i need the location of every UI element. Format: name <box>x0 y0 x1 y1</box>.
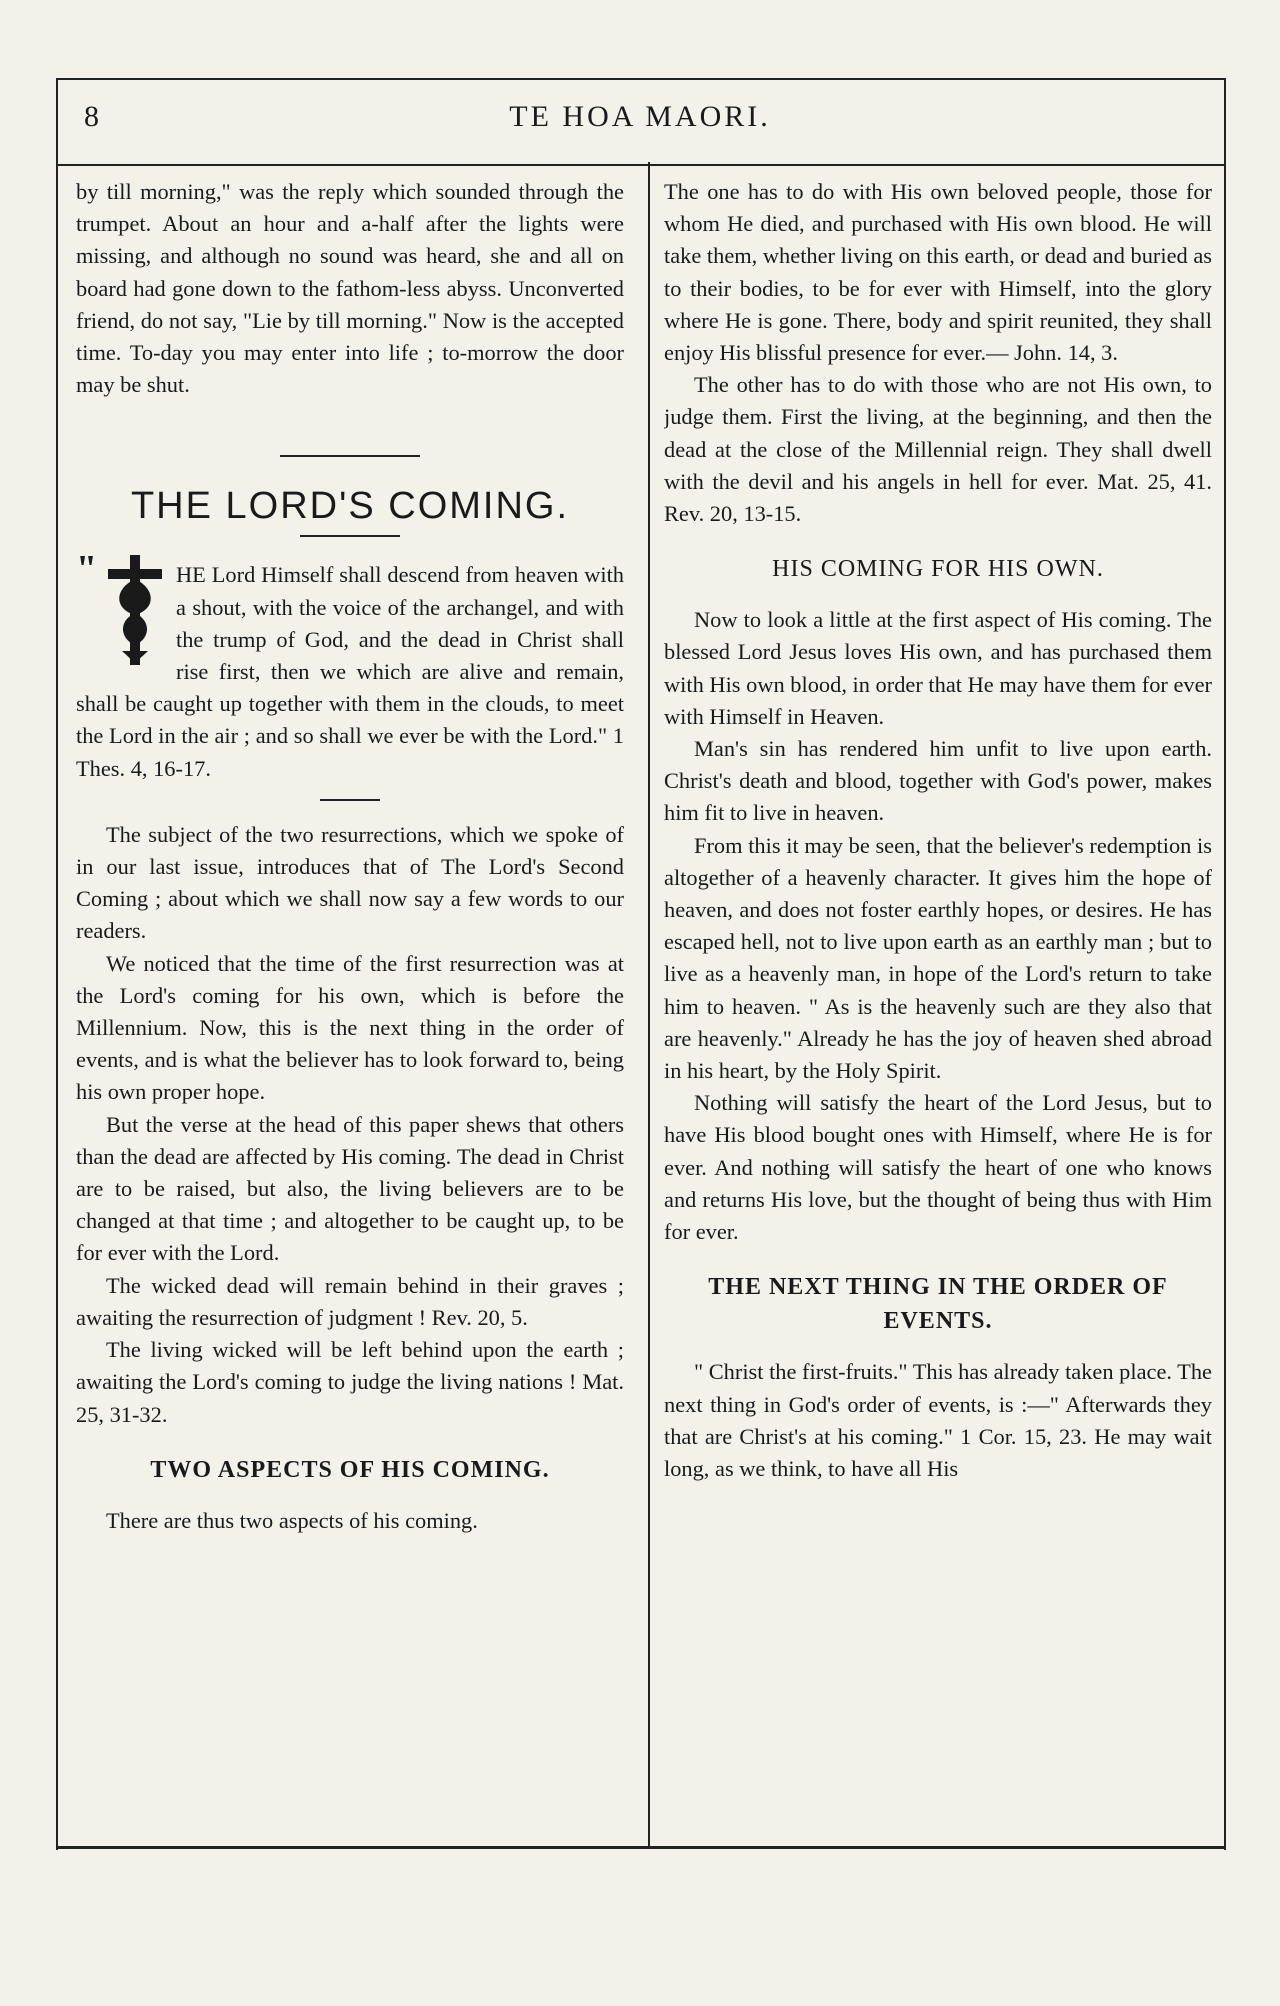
paragraph: Man's sin has rendered him unfit to live upon earth. Christ's death and blood, together with God's power, makes him fit to live in heaven. <box>664 736 1212 826</box>
paragraph: The wicked dead will remain behind in their graves ; awaiting the resurrection of judgment ! Rev. 20, 5. <box>76 1272 624 1330</box>
divider-rule <box>300 535 400 537</box>
sub-heading: HIS COMING FOR HIS OWN. <box>772 556 1104 583</box>
section-title: THE LORD'S COMING. <box>130 485 570 528</box>
paragraph: But the verse at the head of this paper shews that others than the dead are affected by His coming. The dead in Christ are to be raised, but also, the living believers are to be changed at that time ; and altogether to be caught up, to be for ever with the Lord. <box>76 1111 624 1266</box>
paragraph: There are thus two aspects of his coming. <box>106 1507 478 1533</box>
paragraph: Now to look a little at the first aspect of His coming. The blessed Lord Jesus loves His own, and has purchased them with His own blood, in order that He may have them for ever with Himself in Heaven. <box>664 607 1212 729</box>
paragraph: The other has to do with those who are not His own, to judge them. First the living, at the beginning, and then the dead at the close of the Millennial reign. They shall dwell with the devil and his angels in hell for ever. Mat. 25, 41. Rev. 20, 13-15. <box>664 372 1212 527</box>
opening-quote <box>76 548 624 784</box>
paragraph: The living wicked will be left behind upon the earth ; awaiting the Lord's coming to judge the living nations ! Mat. 25, 31-32. <box>76 1337 624 1427</box>
ornamental-dropcap-icon <box>104 555 166 665</box>
paragraph: " Christ the first-fruits." This has already taken place. The next thing in God's order of events, is :—" Afterwards they that are Christ's at his coming." 1 Cor. 15, 23. He may wait long, as we think, to have all His <box>664 1359 1212 1481</box>
paragraph: The one has to do with His own beloved people, those for whom He died, and purchased with His own blood. He will take them, whether living on this earth, or dead and buried as to their bodies, to be for ever with Himself, into the glory where He is gone. There, body and spirit reunited, they shall enjoy His blissful presence for ever.— John. 14, 3. <box>664 179 1212 366</box>
left-column <box>76 176 624 1844</box>
sub-heading: THE NEXT THING IN THE ORDER OF EVENTS. <box>708 1274 1168 1335</box>
page-header <box>56 78 1224 166</box>
right-column <box>664 176 1212 1844</box>
divider-rule <box>280 455 420 457</box>
paragraph: From this it may be seen, that the believer's redemption is altogether of a heavenly character. It gives him the hope of heaven, and does not foster earthly hopes, or desires. He has escaped hell, not to live upon earth as an earthly man ; but to live as a heavenly man, in hope of the Lord's return to take him to heaven. " As is the heavenly such are they also that are heavenly." Already he has the joy of heaven shed abroad in his heart, by the Holy Spirit. <box>664 832 1212 1084</box>
sub-heading: TWO ASPECTS OF HIS COMING. <box>150 1456 550 1483</box>
paragraph: Nothing will satisfy the heart of the Lord Jesus, but to have His blood bought ones with Himself, where He is for ever. And nothing will satisfy the heart of one who knows and returns His love, but the thought of being thus with Him for ever. <box>664 1090 1212 1245</box>
quote-mark: " <box>76 548 98 591</box>
page-number: 8 <box>84 100 99 133</box>
bottom-rule <box>56 1846 1224 1849</box>
paragraph: by till morning," was the reply which sounded through the trumpet. About an hour and a-half after the lights were missing, and although no sound was heard, she and all on board had gone down to the fathom-less abyss. Unconverted friend, do not say, "Lie by till morning." Now is the accepted time. To-day you may enter into life ; to-morrow the door may be shut. <box>76 179 624 398</box>
paragraph: We noticed that the time of the first resurrection was at the Lord's coming for his own, which is before the Millennium. Now, this is the next thing in the order of events, and is what the believer has to look forward to, being his own proper hope. <box>76 950 624 1105</box>
column-divider <box>648 162 650 1848</box>
paragraph: The subject of the two resurrections, which we spoke of in our last issue, introduces that of The Lord's Second Coming ; about which we shall now say a few words to our readers. <box>76 821 624 944</box>
running-title: TE HOA MAORI. <box>509 100 771 133</box>
quoted-scripture: HE Lord Himself shall descend from heaven with a shout, with the voice of the archangel, and with the trump of God, and the dead in Christ shall rise first, then we which are alive and remain, shall be caught up together with them in the clouds, to meet the Lord in the air ; and so shall we ever be with the Lord." 1 Thes. 4, 16-17. <box>76 562 624 781</box>
